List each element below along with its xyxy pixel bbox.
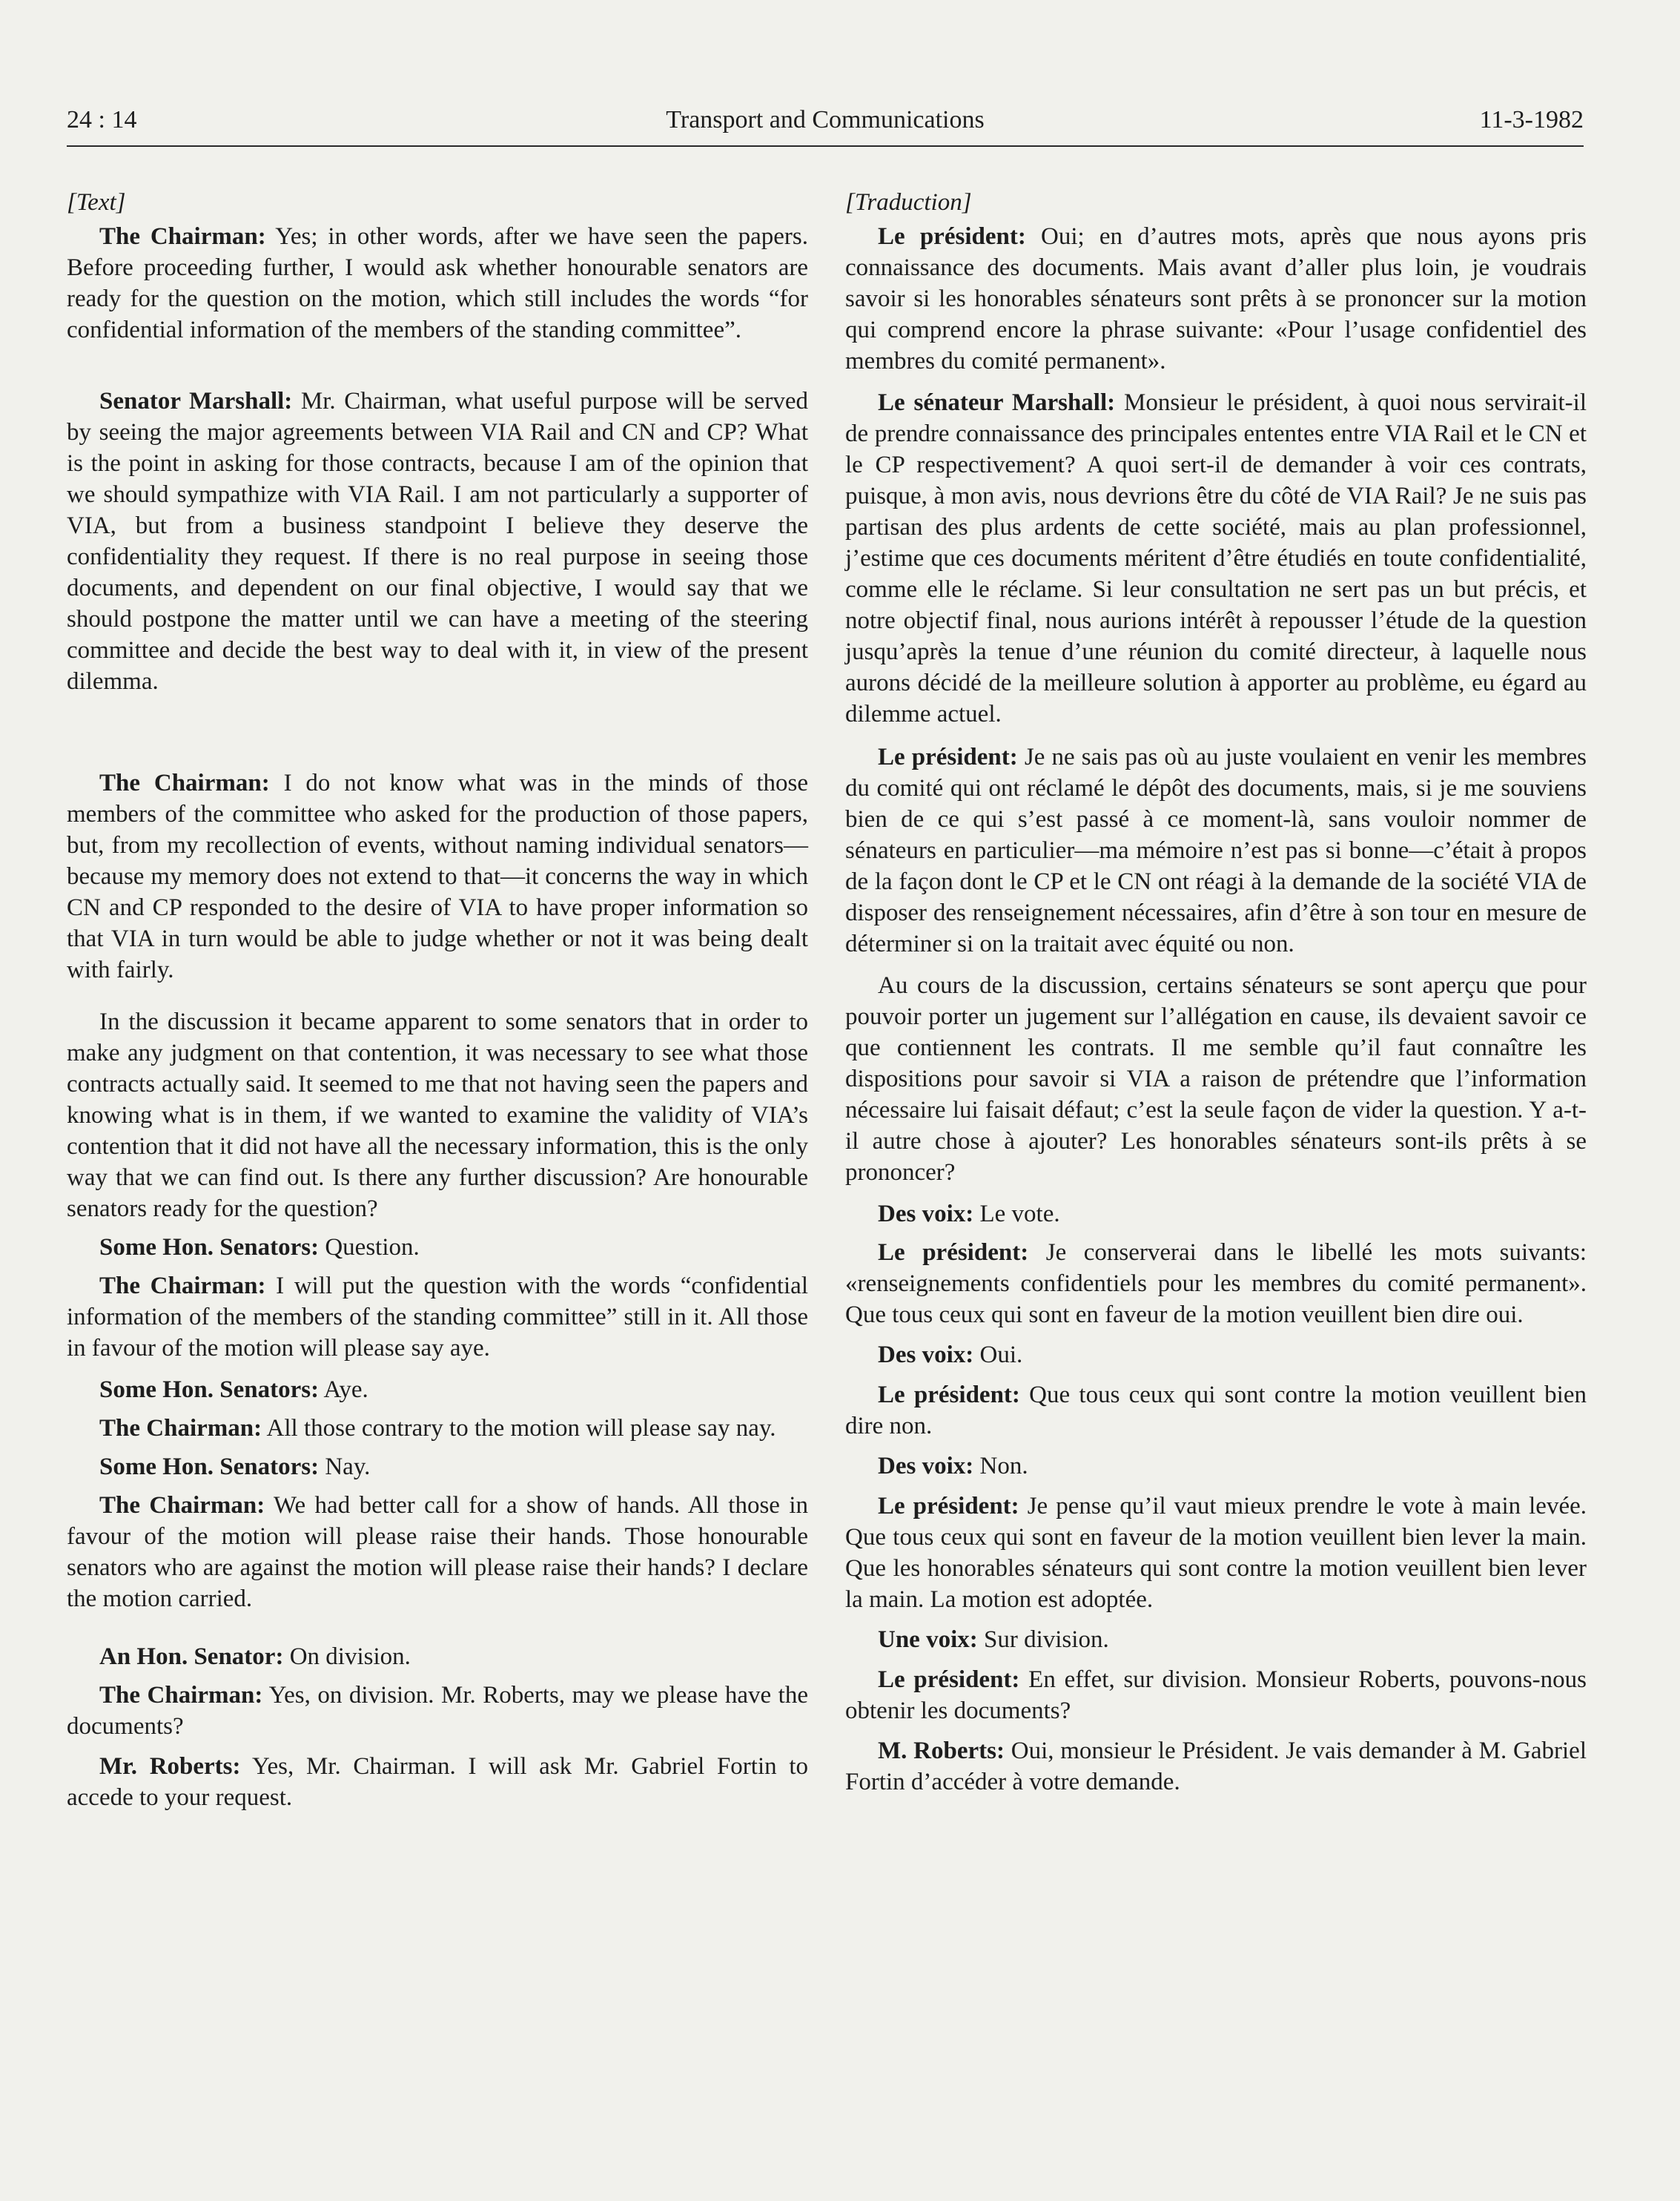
running-header <box>67 104 1584 148</box>
paragraph-text: All those contrary to the motion will please say nay. <box>262 1415 776 1442</box>
publication-title: Transport and Communications <box>666 106 985 133</box>
paragraph <box>845 387 1587 730</box>
paragraph <box>845 1198 1587 1230</box>
paragraph-text: Sur division. <box>977 1626 1109 1653</box>
paragraph-text: I will put the question with the words “confidential information of the members of the standing committee” still in it. All those in favour of the motion will please say aye. <box>67 1273 808 1362</box>
paragraph <box>67 1451 808 1482</box>
paragraph-text: In the discussion it became apparent to some senators that in order to make any judgment on that contention, it was necessary to see what those contracts actually said. It seemed to me that not having seen the papers and knowing what is in them, if we wanted to examine the validity of VIA’s contention that it did not have all the necessary information, this is the only way that we can find out. Is there any further discussion? Are honourable senators ready for the question? <box>67 1009 808 1222</box>
paragraph <box>67 1232 808 1263</box>
speaker-name: Le président: <box>878 744 1018 770</box>
paragraph-text: Le vote. <box>973 1201 1060 1227</box>
speaker-name: The Chairman: <box>99 770 270 796</box>
paragraph-text: Au cours de la discussion, certains sénateurs se sont aperçu que pour pouvoir porter un jugement sur l’allégation en cause, ils devaient savoir ce que contiennent les contrats. Il me semble qu’il faut connaître les dispositions pour savoir si VIA a raison de prétendre que l’information nécessaire lui faisait défaut; c’est la seule façon de vider la question. Y a-t-il autre chose à ajouter? Les honorables sénateurs sont-ils prêts à se prononcer? <box>845 972 1587 1186</box>
paragraph-text: En effet, sur division. Monsieur Roberts, pouvons-nous obtenir les documents? <box>845 1666 1587 1724</box>
speaker-name: Le président: <box>878 1239 1029 1266</box>
paragraph <box>67 1006 808 1224</box>
paragraph <box>67 1374 808 1405</box>
paragraph <box>845 1664 1587 1726</box>
header-rule <box>67 145 1584 147</box>
column-label: [Traduction] <box>845 189 972 216</box>
column-label: [Text] <box>67 189 126 216</box>
paragraph <box>67 221 808 346</box>
paragraph <box>845 1735 1587 1798</box>
paragraph <box>67 1270 808 1364</box>
speaker-name: The Chairman: <box>99 1492 265 1519</box>
speaker-name: Senator Marshall: <box>99 388 293 415</box>
speaker-name: Des voix: <box>878 1342 974 1368</box>
issue-date: 11-3-1982 <box>1479 106 1584 133</box>
paragraph <box>67 768 808 986</box>
french-column <box>845 187 1587 1798</box>
paragraph-text: Monsieur le président, à quoi nous servirait-il de prendre connaissance des principales ententes entre VIA Rail et le CN et le CP respectivement? A quoi sert-il de demander à voir ces contrats, puisque, à mon avis, nous devrions être du côté de VIA Rail? Je ne suis pas partisan des plus ardents de cette société, mais au plan professionnel, j’estime que ces documents méritent d’être étudiés en toute confidentialité, comme elle le réclame. Si leur consultation ne sert pas un but précis, et notre objectif final, nous aurions intérêt à repousser l’étude de la question jusqu’après la tenue d’une réunion du comité directeur, à laquelle nous aurons décidé de la meilleure solution à apporter au problème, eu égard au dilemme actuel. <box>845 389 1587 727</box>
paragraph <box>845 221 1587 377</box>
speaker-name: Mr. Roberts: <box>99 1753 241 1780</box>
paragraph <box>845 1451 1587 1482</box>
paragraph-text: Que tous ceux qui sont contre la motion veuillent bien dire non. <box>845 1382 1587 1439</box>
paragraph-text: Je ne sais pas où au juste voulaient en venir les membres du comité qui ont réclamé le dépôt des documents, mais, si je me souviens bien de ce qui s’est passé à ce moment-là, sans vouloir nommer de sénateurs en particulier—ma mémoire n’est pas si bonne—c’était à propos de la façon dont le CP et le CN ont réagi à la demande de la société VIA de disposer des renseignement nécessaires, afin d’être à son tour en mesure de déterminer si on la traitait avec équité ou non. <box>845 744 1587 957</box>
speaker-name: Some Hon. Senators: <box>99 1453 320 1480</box>
paragraph-text: Nay. <box>319 1453 371 1480</box>
paragraph <box>67 1413 808 1444</box>
speaker-name: Some Hon. Senators: <box>99 1234 320 1261</box>
speaker-name: Le président: <box>878 1666 1020 1693</box>
paragraph-text: Oui, monsieur le Président. Je vais demander à M. Gabriel Fortin d’accéder à votre demande. <box>845 1738 1587 1795</box>
speaker-name: Des voix: <box>878 1201 974 1227</box>
paragraph <box>845 1237 1587 1330</box>
paragraph-text: Yes, on division. Mr. Roberts, may we please have the documents? <box>67 1682 808 1740</box>
paragraph <box>67 1680 808 1742</box>
paragraph-text: Je pense qu’il vaut mieux prendre le vote à main levée. Que tous ceux qui sont en faveur de la motion veuillent bien lever la main. Que les honorables sénateurs qui sont contre la motion veuillent bien lever la main. La motion est adoptée. <box>845 1493 1587 1613</box>
paragraph-text: Non. <box>973 1453 1028 1479</box>
paragraph-text: Aye. <box>319 1376 368 1403</box>
speaker-name: The Chairman: <box>99 1415 262 1442</box>
speaker-name: Une voix: <box>878 1626 978 1653</box>
paragraph <box>845 742 1587 960</box>
english-column <box>67 187 808 1813</box>
paragraph <box>845 970 1587 1188</box>
paragraph-text: Oui; en d’autres mots, après que nous ayons pris connaissance des documents. Mais avant d’aller plus loin, je voudrais savoir si les honorables sénateurs sont prêts à se prononcer sur la motion qui comprend encore la phrase suivante: «Pour l’usage confidentiel des membres du comité permanent». <box>845 223 1587 374</box>
speaker-name: Le président: <box>878 1493 1019 1519</box>
paragraph <box>67 1490 808 1614</box>
paragraph <box>67 1641 808 1672</box>
paragraph-text: Question. <box>319 1234 420 1261</box>
paragraph-text: Oui. <box>973 1342 1023 1368</box>
speaker-name: Des voix: <box>878 1453 974 1479</box>
paragraph <box>67 1751 808 1813</box>
speaker-name: M. Roberts: <box>878 1738 1005 1764</box>
paragraph <box>845 1339 1587 1370</box>
paragraph-text: On division. <box>283 1643 411 1670</box>
paragraph <box>845 1624 1587 1655</box>
speaker-name: The Chairman: <box>99 223 266 250</box>
speaker-name: The Chairman: <box>99 1682 263 1709</box>
paragraph <box>67 386 808 697</box>
paragraph-text: Mr. Chairman, what useful purpose will be served by seeing the major agreements between VIA Rail and CN and CP? What is the point in asking for those contracts, because I am of the opinion that we should sympathize with VIA Rail. I am not particularly a supporter of VIA, but from a business standpoint I believe they deserve the confidentiality they request. If there is no real purpose in seeing those documents, and dependent on our final objective, I would say that we should postpone the matter until we can have a meeting of the steering committee and decide the best way to deal with it, in view of the present dilemma. <box>67 388 808 695</box>
paragraph-text: We had better call for a show of hands. All those in favour of the motion will please raise their hands. Those honourable senators who are against the motion will please raise their hands? I declare the motion carried. <box>67 1492 809 1612</box>
paragraph <box>845 1491 1587 1615</box>
paragraph-text: Yes; in other words, after we have seen the papers. Before proceeding further, I would ask whether honourable senators are ready for the question on the motion, which still includes the words “for confidential information of the members of the standing committee”. <box>67 223 808 343</box>
paragraph-text: Je conserverai dans le libellé les mots suivants: «renseignements confidentiels pour les membres du comité permanent». Que tous ceux qui sont en faveur de la motion veuillent bien dire oui. <box>845 1239 1587 1328</box>
paragraph-text: I do not know what was in the minds of those members of the committee who asked for the production of those papers, but, from my recollection of events, without naming individual senators—because my memory does not extend to that—it concerns the way in which CN and CP responded to the desire of VIA to have proper information so that VIA in turn would be able to judge whether or not it was being dealt with fairly. <box>67 770 808 983</box>
speaker-name: Some Hon. Senators: <box>99 1376 320 1403</box>
paragraph-text: Yes, Mr. Chairman. I will ask Mr. Gabriel Fortin to accede to your request. <box>67 1753 808 1811</box>
speaker-name: Le sénateur Marshall: <box>878 389 1116 416</box>
paragraph <box>845 1379 1587 1442</box>
speaker-name: The Chairman: <box>99 1273 266 1299</box>
speaker-name: Le président: <box>878 1382 1020 1408</box>
speaker-name: An Hon. Senator: <box>99 1643 284 1670</box>
page-number: 24 : 14 <box>67 106 137 133</box>
speaker-name: Le président: <box>878 223 1026 250</box>
